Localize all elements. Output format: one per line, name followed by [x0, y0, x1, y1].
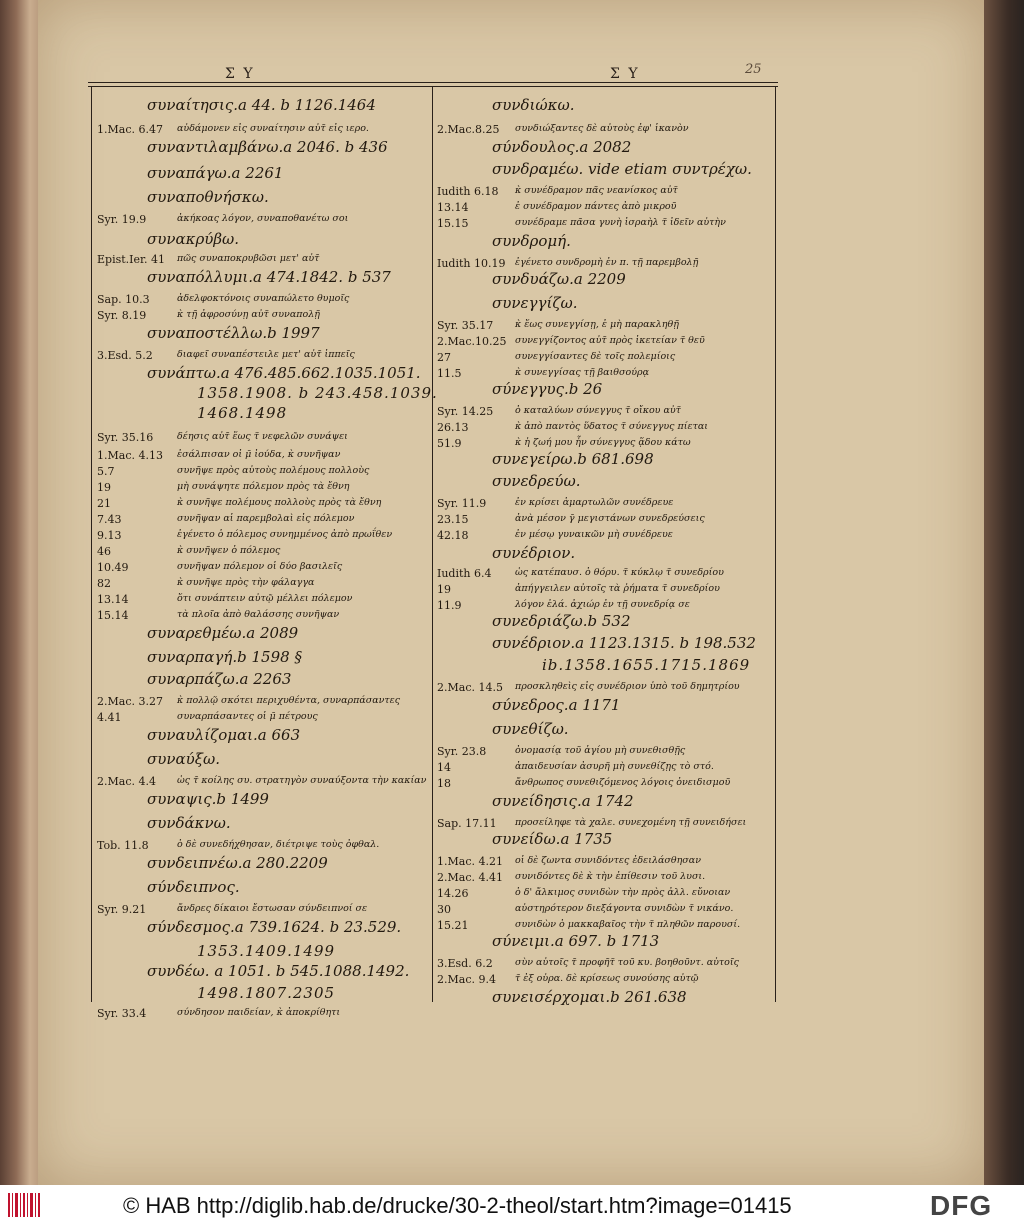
reference-numbers: 1468.1498	[197, 404, 288, 422]
citation-reference: 2.Mac. 4.41	[437, 871, 503, 884]
dfg-logo: DFG	[930, 1190, 993, 1221]
citation-text: ἄνθρωπος συνεθιζόμενος λόγοις ὀνειδισμοῦ	[515, 777, 731, 788]
footer-bar	[0, 1185, 1024, 1225]
citation-reference: Syr. 35.16	[97, 431, 154, 444]
citation-text: δέησις αὐτ̃ ἕως τ̃ νεφελῶν συνάψει	[177, 431, 348, 442]
headword: συναντιλαμβάνω.a 2046. b 436	[147, 138, 388, 156]
citation-text: κ̀ συνεγγίσας τῇ βαιθσούρᾳ	[515, 367, 650, 378]
citation-reference: Syr. 33.4	[97, 1007, 147, 1020]
headword: συνακρύβω.	[147, 230, 240, 248]
headword: συνδρομή.	[492, 232, 571, 250]
citation-text: συνῆψε πρὸς αὐτοὺς πολέμους πολλοὺς	[177, 465, 370, 476]
citation-reference: 14.26	[437, 887, 469, 900]
citation-reference: 2.Mac.10.25	[437, 335, 507, 348]
citation-reference: 3.Esd. 6.2	[437, 957, 493, 970]
citation-text: συνιδὼν ὁ μακκαβαῖος τὴν τ̃ πληθῶν παρουσί.	[515, 919, 741, 930]
citation-text: κ̀ τῇ ἀφροσύνῃ αὐτ̃ συναπολῇ	[177, 309, 320, 320]
citation-text: προσκληθεὶς εἰς συνέδριον ὑπὸ τοῦ δημητρίου	[515, 681, 740, 692]
page-number: 25	[745, 62, 762, 77]
citation-reference: 15.14	[97, 609, 129, 622]
headword: συναυλίζομαι.a 663	[147, 726, 301, 744]
citation-text: ἐσάλπισαν οἱ μ̄ ἰούδα, κ̀ συνῆψαν	[177, 449, 341, 460]
citation-text: μὴ συνάψητε πόλεμον πρὸς τὰ ἔθνη	[177, 481, 350, 492]
citation-text: ἀνὰ μέσον γ̄ μεγιστάνων συνεδρεύσεις	[515, 513, 705, 524]
headword: συνέδριον.a 1123.1315. b 198.532	[492, 634, 756, 652]
headword: συνεδρεύω.	[492, 472, 581, 490]
citation-text: κ̀ πολλῷ σκότει περιχυθέντα, συναρπάσαντες	[177, 695, 401, 706]
headword: συνέδριον.	[492, 544, 576, 562]
citation-reference: 1.Mac. 4.21	[437, 855, 503, 868]
citation-reference: 19	[437, 583, 451, 596]
headword: συνδειπνέω.a 280.2209	[147, 854, 328, 872]
citation-reference: 9.13	[97, 529, 122, 542]
headword: σύνδειπνος.	[147, 878, 240, 896]
citation-text: ἀκήκοας λόγον, συναποθανέτω σοι	[177, 213, 349, 224]
headword: συνεισέρχομαι.b 261.638	[492, 988, 687, 1006]
citation-text: σὺν αὐτοῖς τ̃ προφῆτ̃ τοῦ κυ. βοηθοῦντ. αὐτοῖς	[515, 957, 739, 968]
headword: συνδέω. a 1051. b 545.1088.1492.	[147, 962, 410, 980]
headword: συναπόλλυμι.a 474.1842. b 537	[147, 268, 391, 286]
citation-text: συνῆψαν αἱ παρεμβολαὶ εἰς πόλεμον	[177, 513, 355, 524]
citation-reference: 2.Mac. 4.4	[97, 775, 156, 788]
headword: συναποθνήσκω.	[147, 188, 269, 206]
citation-reference: Epist.Ier. 41	[97, 253, 166, 266]
citation-reference: 15.15	[437, 217, 469, 230]
citation-text: ὀνομασίᾳ τοῦ ἁγίου μὴ συνεθισθῇς	[515, 745, 686, 756]
page-right-edge	[984, 0, 1024, 1185]
citation-reference: 2.Mac. 9.4	[437, 973, 496, 986]
citation-text: σύνδησον παιδείαν, κ̀ ἀποκρίθητι	[177, 1007, 341, 1018]
citation-reference: 5.7	[97, 465, 115, 478]
citation-text: ἐ συνέδραμον πάντες ἀπὸ μικροῦ	[515, 201, 677, 212]
citation-reference: 7.43	[97, 513, 122, 526]
headword: σύνδεσμος.a 739.1624. b 23.529.	[147, 918, 402, 936]
reference-numbers: 1498.1807.2305	[197, 984, 336, 1002]
citation-reference: Iudith 6.4	[437, 567, 492, 580]
citation-text: κ̀ συνῆψεν ὁ πόλεμος	[177, 545, 281, 556]
headword: συνεγείρω.b 681.698	[492, 450, 654, 468]
citation-text: συνῆψαν πόλεμον οἱ δύο βασιλεῖς	[177, 561, 343, 572]
citation-text: κ̀ ἡ ζωή μου ἦν σύνεγγυς ᾅδου κάτω	[515, 437, 691, 448]
citation-reference: 15.21	[437, 919, 469, 932]
citation-reference: Syr. 23.8	[437, 745, 487, 758]
headword: συνδιώκω.	[492, 96, 575, 114]
citation-reference: Syr. 14.25	[437, 405, 494, 418]
right-column-rule	[775, 87, 776, 1002]
barcode-icon	[6, 1191, 44, 1219]
headword: συνδυάζω.a 2209	[492, 270, 626, 288]
citation-reference: 1.Mac. 6.47	[97, 123, 163, 136]
citation-reference: 10.49	[97, 561, 129, 574]
citation-reference: Syr. 19.9	[97, 213, 147, 226]
headword: συνδάκνω.	[147, 814, 231, 832]
citation-text: κ̀ συνῆψε πολέμους πολλοὺς πρὸς τὰ ἔθνη	[177, 497, 382, 508]
citation-reference: 11.9	[437, 599, 462, 612]
citation-reference: 2.Mac.8.25	[437, 123, 500, 136]
citation-text: ἐγένετο συνδρομὴ ἐν π. τῇ παρεμβολῇ	[515, 257, 699, 268]
citation-text: συνεγγίσαντες δὲ τοῖς πολεμίοις	[515, 351, 676, 362]
citation-reference: 3.Esd. 5.2	[97, 349, 153, 362]
citation-text: διαφεῖ συναπέστειλε μετ' αὐτ̃ ἱππεῖς	[177, 349, 355, 360]
reference-numbers: 1358.1908. b 243.458.1039.	[197, 384, 438, 402]
headword: συναρπάζω.a 2263	[147, 670, 292, 688]
headword: σύνδουλος.a 2082	[492, 138, 632, 156]
headword: συναίτησις.a 44. b 1126.1464	[147, 96, 376, 114]
citation-reference: 13.14	[437, 201, 469, 214]
top-rule	[88, 82, 778, 83]
citation-reference: 13.14	[97, 593, 129, 606]
citation-reference: Tob. 11.8	[97, 839, 149, 852]
headword: συναρεθμέω.a 2089	[147, 624, 299, 642]
middle-column-rule	[432, 87, 433, 1002]
citation-text: συνέδραμε πᾶσα γυνὴ ἰσραὴλ τ̃ ἰδεῖν αὐτὴν	[515, 217, 726, 228]
headword: σύνεγγυς.b 26	[492, 380, 603, 398]
citation-reference: 18	[437, 777, 451, 790]
citation-reference: 23.15	[437, 513, 469, 526]
running-head-right: Σ Υ	[610, 66, 640, 82]
citation-text: οἱ δὲ ζωντα συνιδόντες ἐδειλάσθησαν	[515, 855, 701, 866]
citation-text: ὡς κατέπαυσ. ὁ θόρυ. τ̃ κύκλῳ τ̃ συνεδρίου	[515, 567, 724, 578]
citation-text: συνδιώξαντες δὲ αὐτοὺς ἐφ' ἱκανὸν	[515, 123, 689, 134]
citation-reference: 51.9	[437, 437, 462, 450]
headword: συναψις.b 1499	[147, 790, 269, 808]
citation-text: λόγον ἐλά. ἀχιώρ ἐν τῇ συνεδρίᾳ σε	[515, 599, 690, 610]
citation-reference: Syr. 8.19	[97, 309, 147, 322]
citation-text: προσείληφε τὰ χαλε. συνεχομένη τῇ συνειδήσει	[515, 817, 747, 828]
reference-numbers: ib.1358.1655.1715.1869	[542, 656, 751, 674]
previous-page-edge	[0, 0, 40, 1185]
citation-reference: Iudith 6.18	[437, 185, 499, 198]
citation-reference: 30	[437, 903, 451, 916]
citation-reference: 14	[437, 761, 451, 774]
citation-reference: Sap. 10.3	[97, 293, 150, 306]
citation-text: ὅτι συνάπτειν αὐτῷ μέλλει πόλεμον	[177, 593, 353, 604]
headword: συνείδησις.a 1742	[492, 792, 634, 810]
headword: συναποστέλλω.b 1997	[147, 324, 320, 342]
copyright-url-text[interactable]: © HAB http://diglib.hab.de/drucke/30-2-theol/start.htm?image=01415	[123, 1193, 792, 1218]
citation-reference: Iudith 10.19	[437, 257, 506, 270]
citation-reference: 2.Mac. 3.27	[97, 695, 163, 708]
citation-reference: 27	[437, 351, 451, 364]
citation-text: κ̀ συνῆψε πρὸς τὴν φάλαγγα	[177, 577, 315, 588]
citation-reference: 11.5	[437, 367, 462, 380]
citation-reference: 4.41	[97, 711, 122, 724]
citation-text: τ̃ ἐξ οὐρα. δὲ κρίσεως συνούσης αὐτῷ	[515, 973, 699, 984]
citation-text: αὐδάμονεν εἰς συναίτησιν αὐτ̃ εἰς ιερο.	[177, 123, 369, 134]
citation-reference: 46	[97, 545, 111, 558]
headword: συνεθίζω.	[492, 720, 569, 738]
citation-text: ἐν κρίσει ἁμαρτωλῶν συνέδρευε	[515, 497, 674, 508]
headword: σύνεδρος.a 1171	[492, 696, 621, 714]
citation-text: ἀδελφοκτόνοις συναπώλετο θυμοῖς	[177, 293, 350, 304]
headword: συνεδριάζω.b 532	[492, 612, 631, 630]
citation-text: ἐγένετο ὁ πόλεμος συνημμένος ἀπὸ πρωΐθεν	[177, 529, 393, 540]
headword: συνδραμέω. vide etiam συντρέχω.	[492, 160, 752, 178]
citation-text: ἀπαιδευσίαν ἀσυρῆ μὴ συνεθίζῃς τὸ στό.	[515, 761, 714, 772]
headword: συναπάγω.a 2261	[147, 164, 284, 182]
citation-text: ὁ δ' ἄλκιμος συνιδὼν τὴν πρὸς ἀλλ. εὔνοιαν	[515, 887, 731, 898]
citation-text: ὁ καταλύων σύνεγγυς τ̃ οἴκου αὐτ̃	[515, 405, 681, 416]
citation-text: συναρπάσαντες οἱ μ̄ πέτρους	[177, 711, 318, 722]
headword: συνείδω.a 1735	[492, 830, 613, 848]
citation-text: ὡς τ̃ κοίλης συ. στρατηγὸν συναύξοντα τὴν κακίαν	[177, 775, 427, 786]
citation-text: συνεγγίζοντος αὐτ̃ πρὸς ἱκετείαν τ̃ θεῦ	[515, 335, 705, 346]
citation-text: κ̀ ἀπὸ παντὸς ὕδατος τ̃ σύνεγγυς πίεται	[515, 421, 708, 432]
citation-text: πῶς συναποκρυβῶσι μετ' αὐτ̃	[177, 253, 320, 264]
citation-text: συνιδόντες δὲ κ̀ τὴν ἐπίθεσιν τοῦ λυσι.	[515, 871, 706, 882]
citation-reference: 82	[97, 577, 111, 590]
citation-text: κ̀ συνέδραμον πᾶς νεανίσκος αὐτ̃	[515, 185, 678, 196]
running-head-left: Σ Υ	[225, 66, 255, 82]
citation-reference: 2.Mac. 14.5	[437, 681, 503, 694]
citation-text: αὐστηρότερον διεξάγοντα συνιδὼν τ̃ νικάνο.	[515, 903, 734, 914]
left-column-rule	[91, 87, 92, 1002]
citation-reference: Syr. 9.21	[97, 903, 147, 916]
citation-reference: 21	[97, 497, 111, 510]
citation-reference: Sap. 17.11	[437, 817, 497, 830]
citation-text: κ̀ ἕως συνεγγίσῃ, ἐ μὴ παρακληθῇ	[515, 319, 679, 330]
citation-text: τὰ πλοῖα ἀπὸ θαλάσσης συνῆψαν	[177, 609, 340, 620]
citation-reference: 19	[97, 481, 111, 494]
citation-reference: 26.13	[437, 421, 469, 434]
citation-reference: Syr. 11.9	[437, 497, 487, 510]
headword: συναρπαγή.b 1598 §	[147, 648, 302, 666]
citation-text: ἄνδρες δίκαιοι ἔστωσαν σύνδειπνοί σε	[177, 903, 368, 914]
top-rule-double	[88, 86, 778, 87]
citation-text: ὁ δὲ συνεδήχθησαν, διέτριψε τοὺς ὀφθαλ.	[177, 839, 380, 850]
citation-reference: 1.Mac. 4.13	[97, 449, 163, 462]
headword: σύνειμι.a 697. b 1713	[492, 932, 660, 950]
citation-text: ἐν μέσῳ γυναικῶν μὴ συνέδρευε	[515, 529, 673, 540]
headword: συνεγγίζω.	[492, 294, 578, 312]
reference-numbers: 1353.1409.1499	[197, 942, 336, 960]
headword: συναύξω.	[147, 750, 220, 768]
citation-reference: 42.18	[437, 529, 469, 542]
citation-reference: Syr. 35.17	[437, 319, 494, 332]
citation-text: ἀπήγγειλεν αὐτοῖς τὰ ῥήματα τ̃ συνεδρίου	[515, 583, 720, 594]
headword: συνάπτω.a 476.485.662.1035.1051.	[147, 364, 421, 382]
